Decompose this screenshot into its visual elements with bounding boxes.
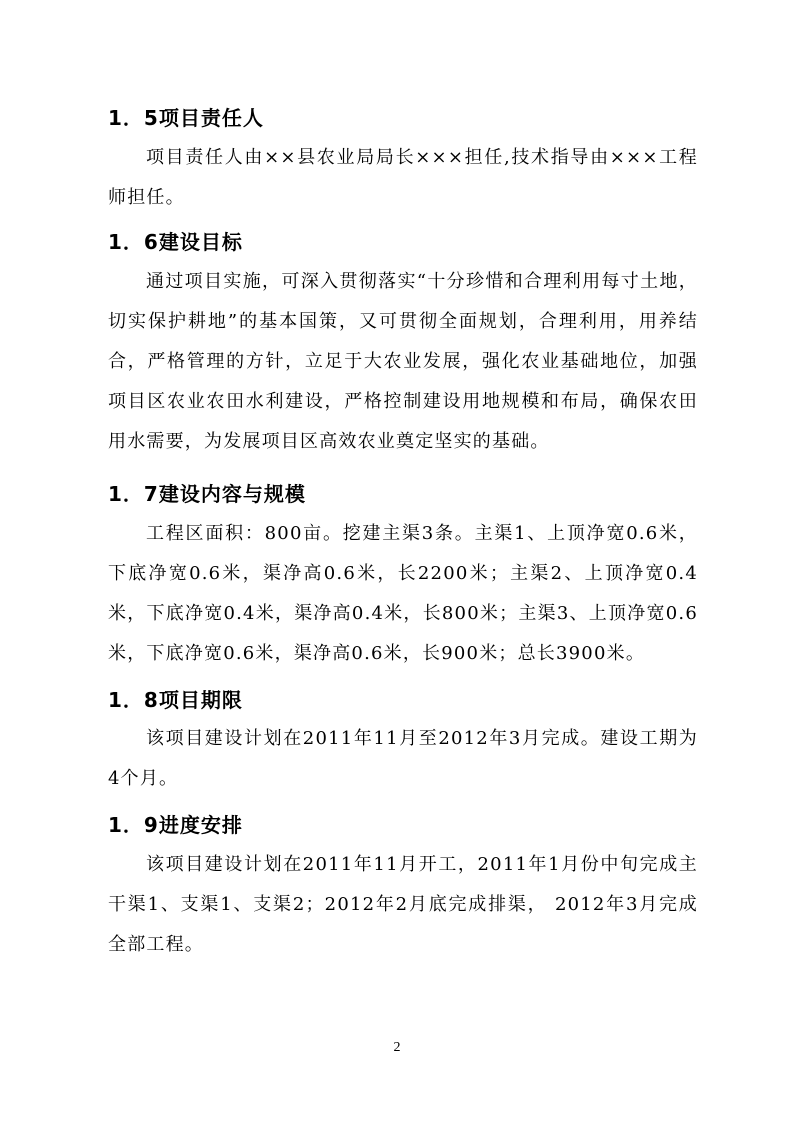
section-heading-construction-goal: 1．6建设目标 (108, 230, 243, 254)
section-paragraph-project-leader: 项目责任人由××县农业局局长×××担任,技术指导由×××工程师担任。 (108, 147, 698, 208)
section-paragraph-schedule: 该项目建设计划在2011年11月开工，2011年1月份中旬完成主干渠1、支渠1、支渠2；2012年2月底完成排渠， 2012年3月完成全部工程。 (108, 854, 698, 955)
section-paragraph-construction-goal: 通过项目实施，可深入贯彻落实“十分珍惜和合理利用每寸土地，切实保护耕地”的基本国策，又可贯彻全面规划，合理利用，用养结合，严格管理的方针，立足于大农业发展，强化农业基础地位，加强项目区农业农田水利建设，严格控制建设用地规模和布局，确保农田用水需要，为发展项目区高效农业奠定坚实的基础。 (108, 271, 698, 452)
section-heading-construction-scale: 1．7建设内容与规模 (108, 482, 306, 506)
section-heading-project-period: 1．8项目期限 (108, 688, 243, 712)
section-paragraph-project-period: 该项目建设计划在2011年11月至2012年3月完成。建设工期为4个月。 (108, 728, 698, 789)
page-number: 2 (393, 1040, 401, 1055)
section-paragraph-construction-scale: 工程区面积：800亩。挖建主渠3条。主渠1、上顶净宽0.6米，下底净宽0.6米，渠净高0.6米，长2200米；主渠2、上顶净宽0.4米，下底净宽0.4米，渠净高0.4米，长800米；主渠3、上顶净宽0.6米，下底净宽0.6米，渠净高0.6米，长900米；总长3900米。 (108, 523, 698, 664)
section-heading-schedule: 1．9进度安排 (108, 813, 243, 837)
section-heading-project-leader: 1．5项目责任人 (108, 106, 264, 130)
